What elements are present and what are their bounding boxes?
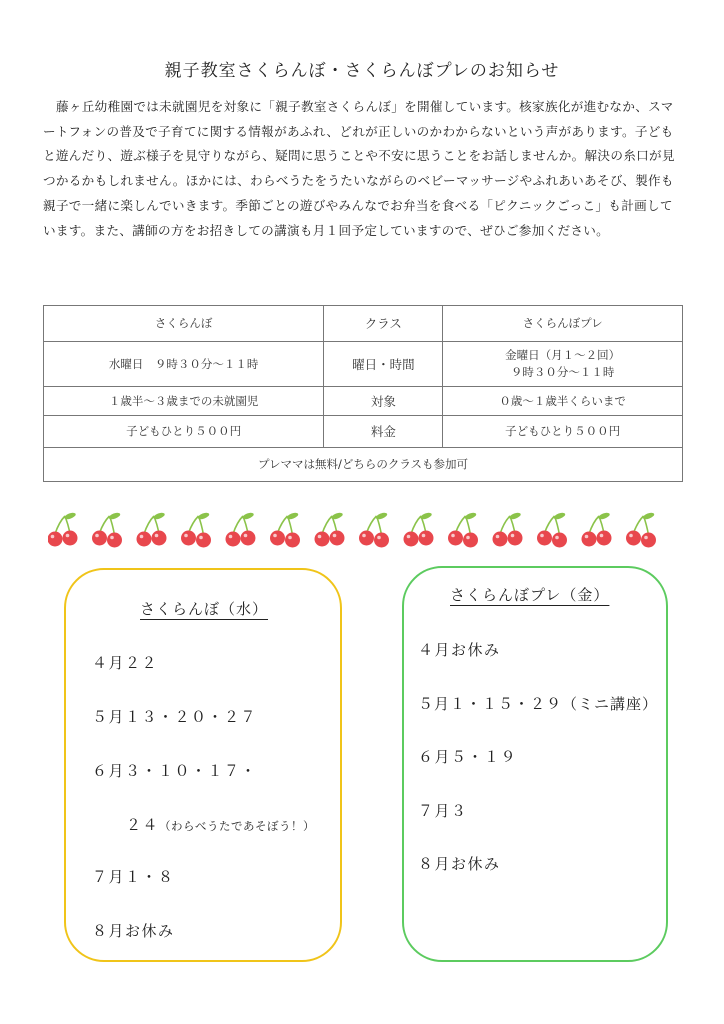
cherry-pair-icon: [137, 512, 167, 547]
table-header-sakuranbo-pre: さくらんぼプレ: [443, 306, 683, 342]
friday-june: ６月５・１９: [418, 748, 518, 766]
table-row: [44, 342, 683, 387]
table-cell-line: ９時３０分～１１時: [510, 365, 615, 379]
cherry-pair-icon: [582, 512, 612, 547]
table-row-label: 料金: [324, 416, 443, 448]
friday-august: ８月お休み: [418, 855, 501, 873]
wednesday-june-continued: [126, 814, 315, 835]
friday-may: ５月１・１５・２９（ミニ講座）: [418, 695, 659, 713]
cherry-pair-icon: [448, 512, 478, 548]
intro-paragraph: 藤ヶ丘幼稚園では未就園児を対象に「親子教室さくらんぼ」を開催しています。核家族化が進むなか、スマートフォンの普及で子育てに関する情報があふれ、どれが正しいのかわからないという声があります。子どもと遊んだり、遊ぶ様子を見守りながら、疑問に思うことや不安に思うことをお話しませんか。解決の糸口が見つかるかもしれません。ほかには、わらべうたをうたいながらのベビーマッサージやふれあいあそび、製作も親子で一緒に楽しんでいきます。季節ごとの遊びやみんなでお弁当を食べる「ピクニックごっこ」も計画しています。また、講師の方をお招きしての講演も月１回予定していますので、ぜひご参加ください。: [43, 99, 675, 238]
class-info-table: [43, 305, 683, 482]
cherry-pair-icon: [626, 512, 656, 548]
table-cell: 水曜日 ９時３０分～１１時: [44, 342, 324, 387]
table-row-label: 対象: [324, 387, 443, 416]
page-title: 親子教室さくらんぼ・さくらんぼプレのお知らせ: [164, 61, 560, 81]
cherry-pair-icon: [493, 512, 523, 547]
cherry-pair-icon: [359, 512, 389, 548]
cherry-pair-icon: [181, 512, 211, 548]
table-row-label: 曜日・時間: [324, 342, 443, 387]
table-row: [44, 306, 683, 342]
table-cell: ０歳～１歳半くらいまで: [443, 387, 683, 416]
table-cell: 子どもひとり５００円: [44, 416, 324, 448]
cherry-border-decoration: [48, 510, 688, 554]
cherry-pair-icon: [404, 512, 434, 547]
wednesday-june-note: （わらべうたであそぼう！）: [159, 819, 316, 833]
table-cell: １歳半～３歳までの未就園児: [44, 387, 324, 416]
table-cell-line: 金曜日（月１～２回）: [505, 348, 621, 362]
wednesday-june: ６月３・１０・１７・: [92, 762, 258, 780]
friday-july: ７月３: [418, 802, 468, 820]
wednesday-april: ４月２２: [92, 654, 159, 672]
wednesday-box-title: さくらんぼ（水）: [140, 600, 269, 618]
cherry-pair-icon: [315, 512, 345, 547]
wednesday-july: ７月１・８: [92, 868, 175, 886]
wednesday-august: ８月お休み: [92, 922, 175, 940]
friday-april: ４月お休み: [418, 641, 501, 659]
cherry-pair-icon: [226, 512, 256, 547]
cherry-pair-icon: [270, 512, 300, 548]
friday-schedule-box: [402, 566, 668, 962]
table-header-class: クラス: [324, 306, 443, 342]
table-cell: [443, 342, 683, 387]
table-row: [44, 448, 683, 482]
wednesday-schedule-box: [64, 568, 342, 962]
table-footnote: プレママは無料/どちらのクラスも参加可: [44, 448, 683, 482]
table-cell: 子どもひとり５００円: [443, 416, 683, 448]
cherry-pair-icon: [537, 512, 567, 548]
table-row: [44, 387, 683, 416]
friday-box-title: さくらんぼプレ（金）: [450, 586, 610, 604]
wednesday-may: ５月１３・２０・２７: [92, 708, 258, 726]
cherry-pair-icon: [92, 512, 122, 548]
cherry-pair-icon: [48, 512, 78, 547]
table-header-sakuranbo: さくらんぼ: [44, 306, 324, 342]
wednesday-june-dates: ２４: [126, 816, 160, 834]
table-row: [44, 416, 683, 448]
